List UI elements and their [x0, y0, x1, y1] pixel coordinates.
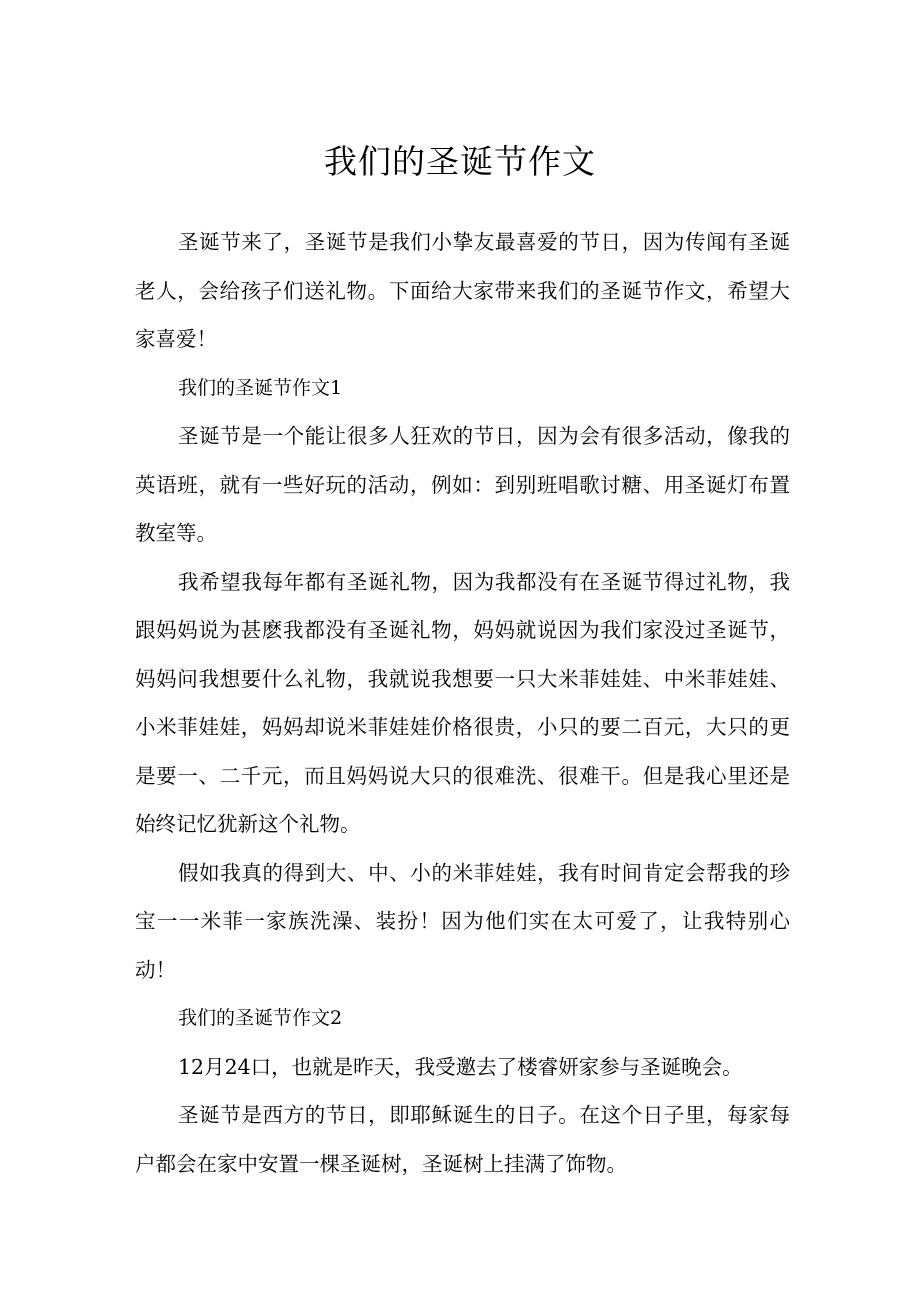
essay-1-heading: 我们的圣诞节作文1 [178, 376, 343, 399]
essay-2-paragraph-1: 12月24口，也就是昨天，我受邀去了楼睿妍家参与圣诞晚会。 [178, 1054, 743, 1079]
essay-2-paragraph-2: 圣诞节是西方的节日，即耶稣诞生的日子。在这个日子里，每家每户都会在家中安置一棵圣诞树，圣诞树上挂满了饰物。 [135, 1103, 790, 1176]
essay-1-paragraph-3: 假如我真的得到大、中、小的米菲娃娃，我有时间肯定会帮我的珍宝一一米菲一家族洗澡、装扮！因为他们实在太可爱了，让我特别心动！ [135, 860, 790, 982]
essay-2-heading: 我们的圣诞节作文2 [178, 1007, 343, 1029]
document-title: 我们的圣诞节作文 [324, 142, 596, 181]
essay-1-paragraph-1: 圣诞节是一个能让很多人狂欢的节日，因为会有很多活动，像我的英语班，就有一些好玩的活动，例如：到别班唱歌讨糖、用圣诞灯布置教室等。 [135, 424, 790, 545]
document-body [135, 218, 790, 1188]
intro-paragraph: 圣诞节来了，圣诞节是我们小挚友最喜爱的节日，因为传闻有圣诞老人，会给孩子们送礼物。下面给大家带来我们的圣诞节作文，希望大家喜爱！ [135, 230, 790, 351]
essay-1-paragraph-2: 我希望我每年都有圣诞礼物，因为我都没有在圣诞节得过礼物，我跟妈妈说为甚麽我都没有圣诞礼物，妈妈就说因为我们家没过圣诞节，妈妈问我想要什么礼物，我就说我想要一只大米菲娃娃、中米菲娃娃、小米菲娃娃，妈妈却说米菲娃娃价格很贵，小只的要二百元，大只的更是要一、二千元，而且妈妈说大只的很难洗、很难干。但是我心里还是始终记忆犹新这个礼物。 [135, 569, 790, 836]
